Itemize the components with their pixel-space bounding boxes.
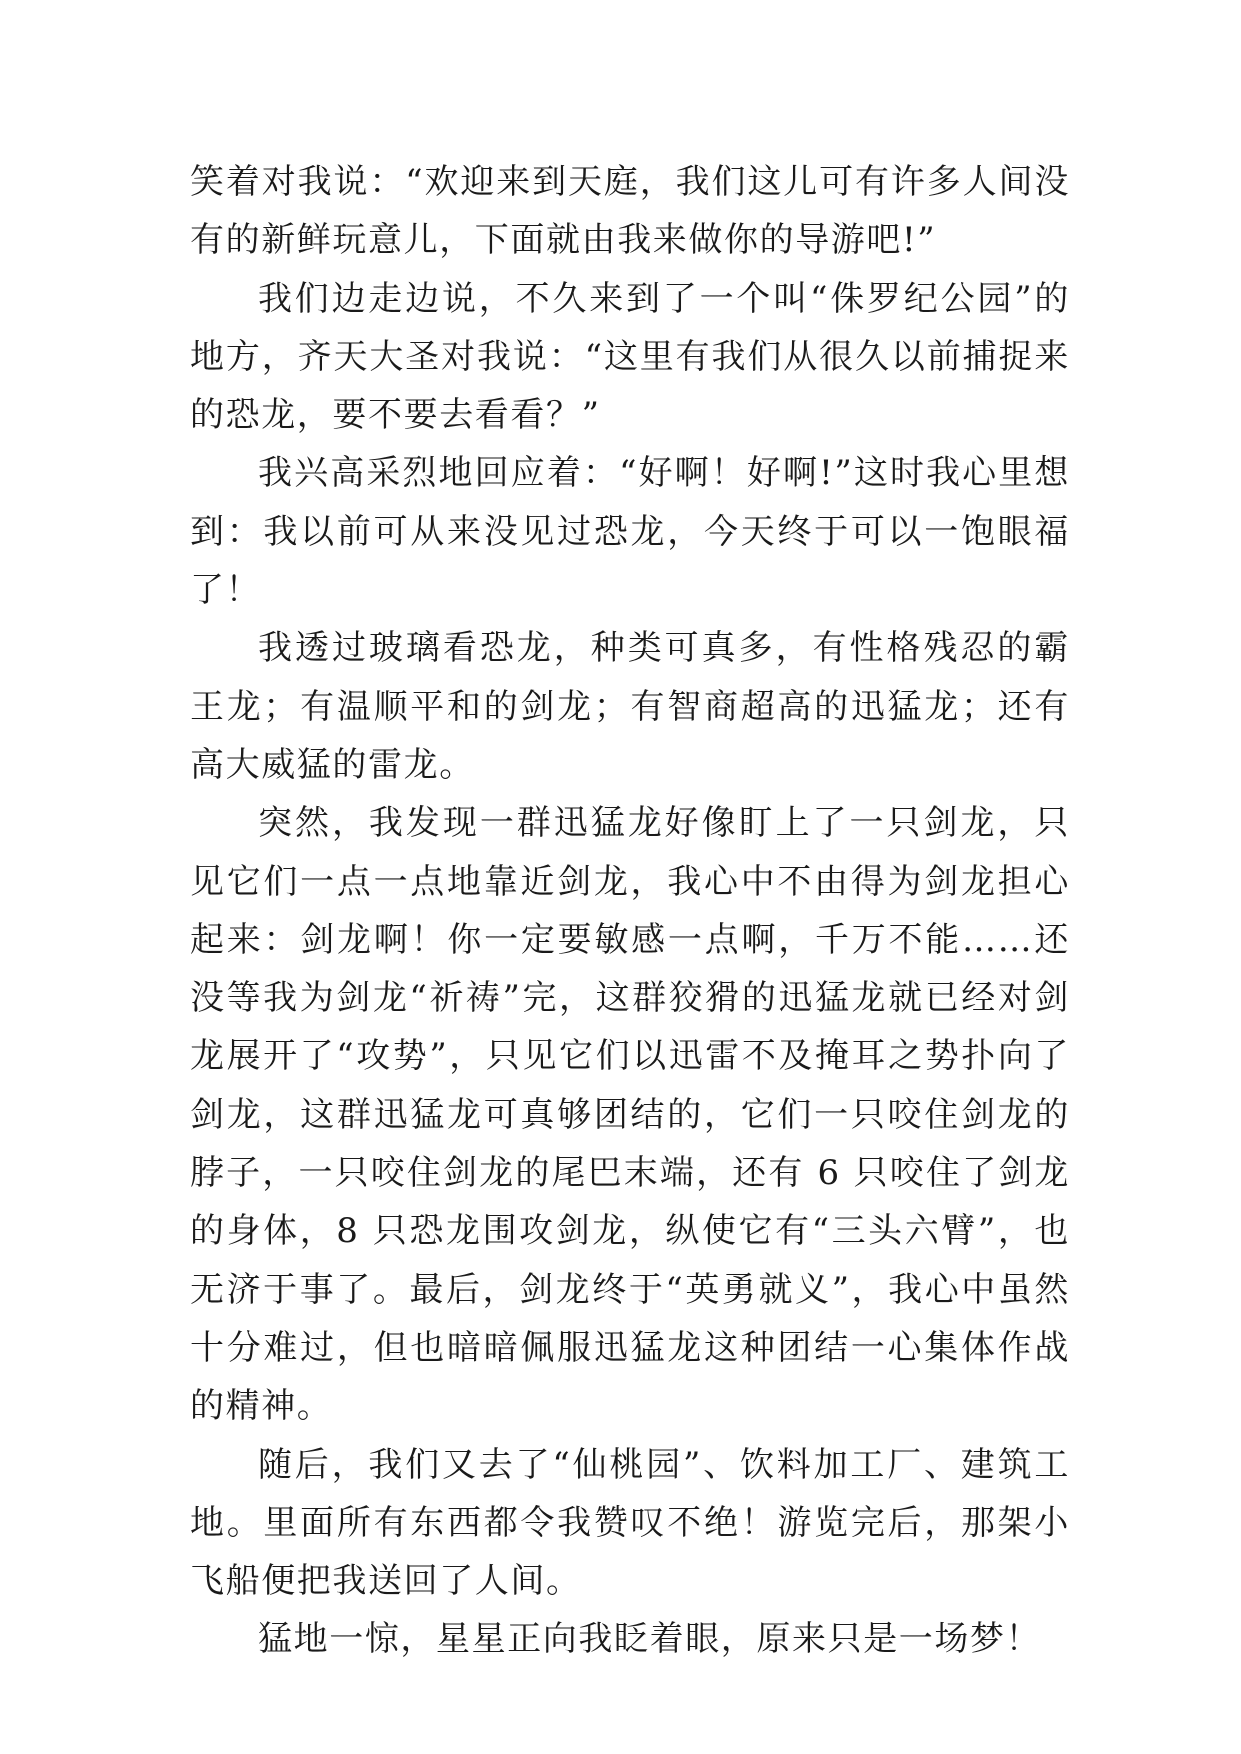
body-text	[190, 153, 1070, 1669]
paragraph-4: 我透过玻璃看恐龙，种类可真多，有性格残忍的霸王龙；有温顺平和的剑龙；有智商超高的迅猛龙；还有高大威猛的雷龙。	[190, 628, 1070, 785]
paragraph-7: 猛地一惊，星星正向我眨着眼，原来只是一场梦！	[258, 1619, 1042, 1660]
paragraph-2: 我们边走边说，不久来到了一个叫“侏罗纪公园”的地方，齐天大圣对我说：“这里有我们从很久以前捕捉来的恐龙，要不要去看看？”	[190, 278, 1070, 436]
paragraph-3: 我兴高采烈地回应着：“好啊！好啊!”这时我心里想到：我以前可从来没见过恐龙，今天终于可以一饱眼福了！	[190, 453, 1070, 611]
paragraph-5: 突然，我发现一群迅猛龙好像盯上了一只剑龙，只见它们一点一点地靠近剑龙，我心中不由得为剑龙担心起来：剑龙啊！你一定要敏感一点啊，千万不能……还没等我为剑龙“祈祷”完，这群狡猾的迅猛龙就已经对剑龙展开了“攻势”，只见它们以迅雷不及掩耳之势扑向了剑龙，这群迅猛龙可真够团结的，它们一只咬住剑龙的脖子，一只咬住剑龙的尾巴末端，还有 6 只咬住了剑龙的身体，8 只恐龙围攻剑龙，纵使它有“三头六臂”，也无济于事了。最后，剑龙终于“英勇就义”，我心中虽然十分难过，但也暗暗佩服迅猛龙这种团结一心集体作战的精神。	[190, 803, 1070, 1427]
paragraph-1: 笑着对我说：“欢迎来到天庭，我们这儿可有许多人间没有的新鲜玩意儿，下面就由我来做你的导游吧!”	[190, 162, 1070, 261]
paragraph-6: 随后，我们又去了“仙桃园”、饮料加工厂、建筑工地。里面所有东西都令我赞叹不绝！游览完后，那架小飞船便把我送回了人间。	[190, 1444, 1070, 1602]
